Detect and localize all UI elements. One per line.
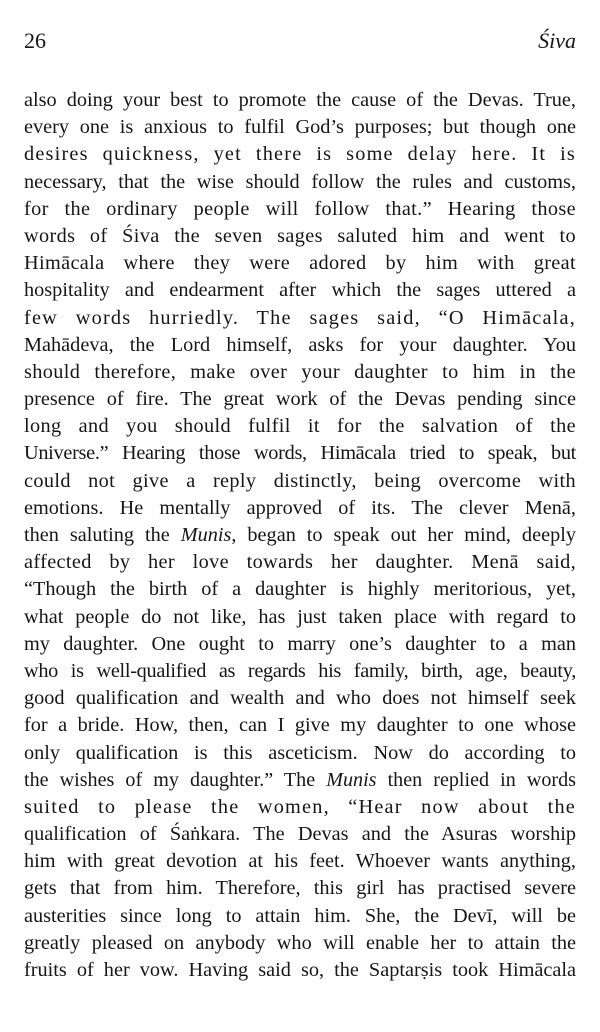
text-line: what people do not like, has just taken place with regard to [24, 605, 576, 628]
text-line: every one is anxious to fulfil God’s purposes; but though one [24, 116, 576, 139]
text-line: Universe.” Hearing those words, Himācala tried to speak, but [24, 442, 576, 465]
text-line: qualification of Śaṅkara. The Devas and the Asuras worship [24, 823, 576, 846]
text-line [24, 767, 576, 794]
text-line: necessary, that the wise should follow the rules and customs, [24, 170, 576, 193]
text-line: Himācala where they were adored by him with great [24, 252, 576, 275]
text-line: suited to please the women, “Hear now about the [24, 795, 576, 818]
text-line: long and you should fulfil it for the salvation of the [24, 415, 576, 438]
text-line: “Though the birth of a daughter is highly meritorious, yet, [24, 578, 576, 601]
text-line [24, 522, 576, 549]
text-line: for the ordinary people will follow that.” Hearing those [24, 197, 576, 220]
text-line: for a bride. How, then, can I give my daughter to one whose [24, 714, 576, 737]
text-line: gets that from him. Therefore, this girl has practised severe [24, 877, 576, 900]
text-segment: then replied in words [376, 768, 576, 791]
page-number: 26 [24, 28, 46, 53]
text-line: hospitality and endearment after which the sages uttered a [24, 279, 576, 302]
text-line: austerities since long to attain him. She, the Devī, will be [24, 904, 576, 927]
italic-term-munis: Munis [180, 524, 232, 546]
text-line: few words hurriedly. The sages said, “O Himācala, [24, 306, 576, 329]
text-line: could not give a reply distinctly, being overcome with [24, 469, 576, 492]
running-head [24, 29, 576, 53]
text-line: Mahādeva, the Lord himself, asks for your daughter. You [24, 333, 576, 356]
text-line: fruits of her vow. Having said so, the Saptarṣis took Himācala [24, 959, 576, 981]
text-line: words of Śiva the seven sages saluted him and went to [24, 224, 576, 247]
text-line: desires quickness, yet there is some delay here. It is [24, 143, 576, 166]
running-title: Śiva [538, 28, 576, 53]
text-line: him with great devotion at his feet. Whoever wants anything, [24, 850, 576, 873]
text-line: good qualification and wealth and who does not himself seek [24, 687, 576, 710]
text-segment: , began to speak out her mind, deeply [231, 524, 576, 546]
text-line: also doing your best to promote the cause of the Devas. True, [24, 89, 576, 111]
text-line: presence of fire. The great work of the Devas pending since [24, 388, 576, 411]
text-line: who is well-qualified as regards his family, birth, age, beauty, [24, 659, 576, 682]
text-line: only qualification is this asceticism. Now do according to [24, 741, 576, 764]
text-line: my daughter. One ought to marry one’s daughter to a man [24, 632, 576, 655]
text-line: should therefore, make over your daughter to him in the [24, 360, 576, 383]
text-segment: the wishes of my daughter.” The [24, 768, 327, 791]
text-line: affected by her love towards her daughter. Menā said, [24, 551, 576, 574]
italic-term-munis: Munis [326, 768, 377, 791]
text-line: emotions. He mentally approved of its. The clever Menā, [24, 496, 576, 519]
text-line: greatly pleased on anybody who will enable her to attain the [24, 931, 576, 954]
text-segment: then saluting the [24, 524, 181, 546]
body-text [24, 87, 576, 984]
